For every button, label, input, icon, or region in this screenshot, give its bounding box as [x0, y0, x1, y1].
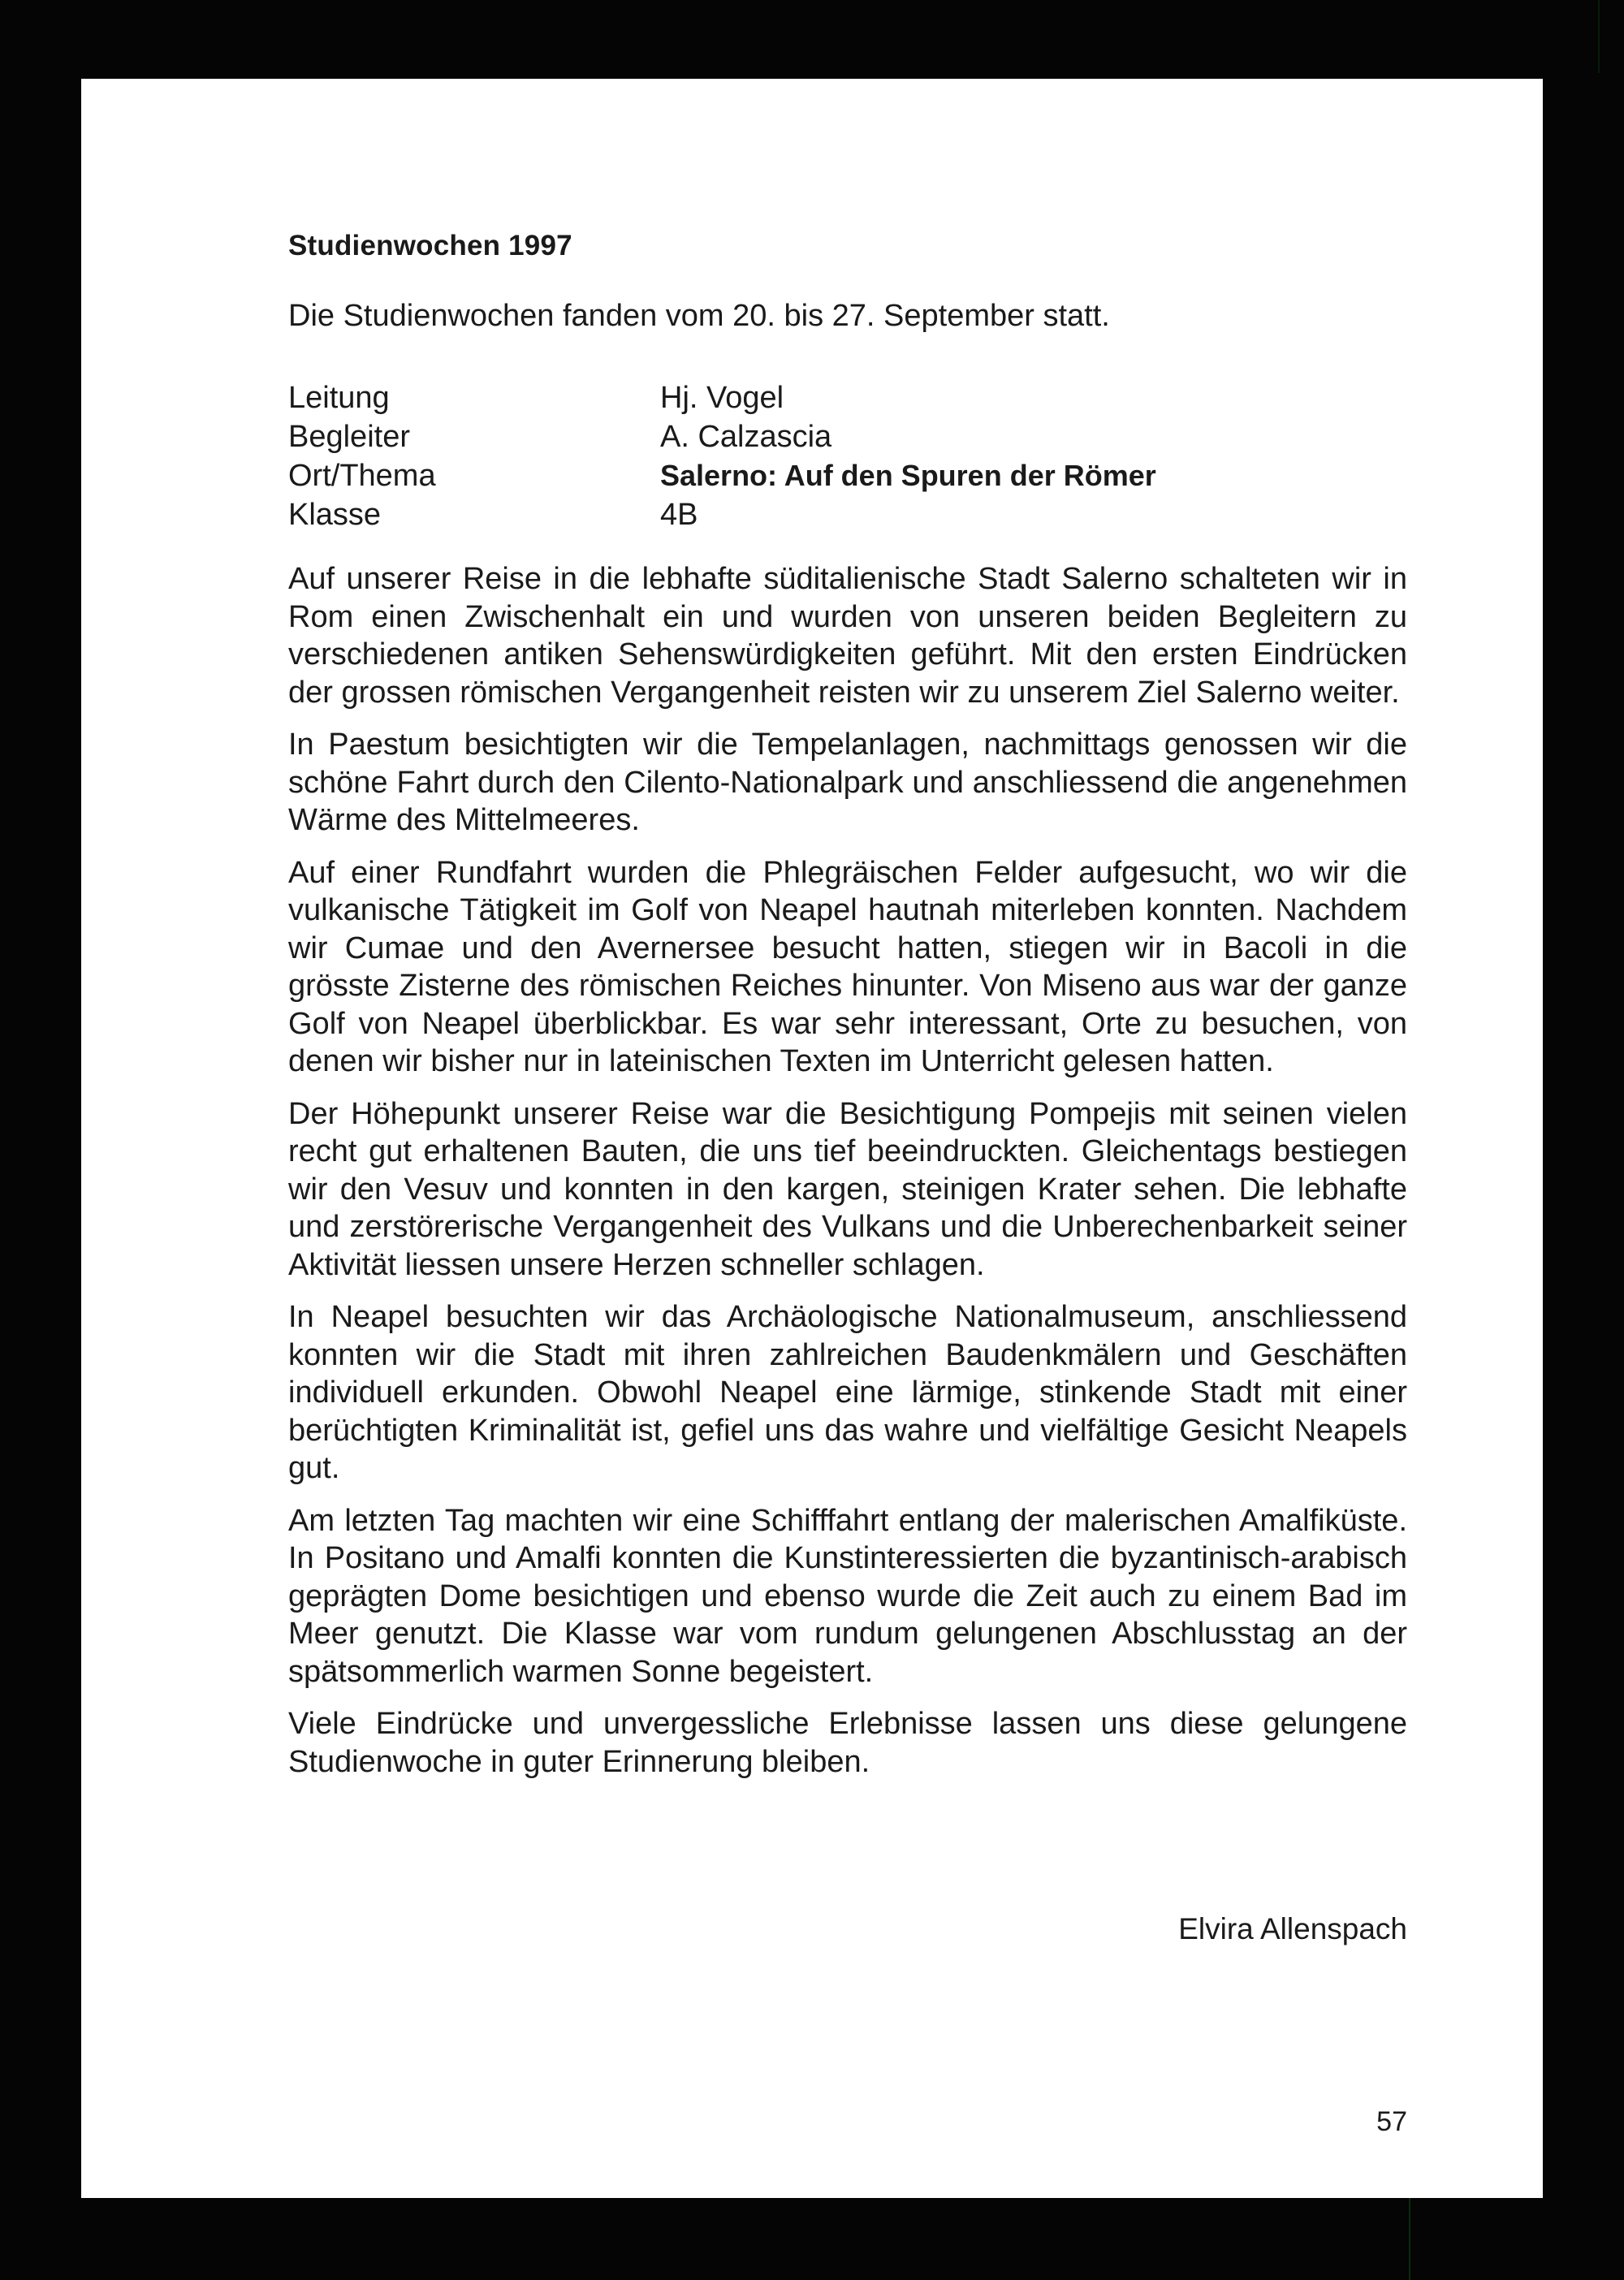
info-value: Hj. Vogel: [660, 381, 784, 415]
info-label: Klasse: [288, 498, 382, 532]
info-row-leitung: [288, 378, 1407, 417]
info-value-theme: Salerno: Auf den Spuren der Römer: [660, 459, 1156, 492]
info-label: Begleiter: [288, 420, 410, 454]
paragraph: In Paestum besichtigten wir die Tempelanlagen, nachmittags genossen wir die schöne Fahrt durch den Cilento-Nationalpark und anschliessend die angenehmen Wärme des Mittelmeeres.: [288, 728, 1407, 837]
page-title: Studienwochen 1997: [288, 230, 572, 261]
scan-artifact-line: [1598, 0, 1600, 73]
info-value: 4B: [660, 498, 698, 532]
page-number: 57: [1376, 2106, 1407, 2137]
intro-sentence: Die Studienwochen fanden vom 20. bis 27. September statt.: [288, 299, 1110, 333]
info-row-ort-thema: [288, 456, 1407, 495]
article-body: [288, 560, 1407, 1795]
info-row-klasse: [288, 495, 1407, 534]
info-label: Leitung: [288, 381, 390, 415]
author-signature: Elvira Allenspach: [1178, 1912, 1407, 1945]
paragraph: Der Höhepunkt unserer Reise war die Besichtigung Pompejis mit seinen vielen recht gut erhaltenen Bauten, die uns tief beeindruckten. Gleichentags bestiegen wir den Vesuv und konnten in den kargen, steinigen Krater sehen. Die lebhafte und zerstörerische Vergangenheit des Vulkans und die Unberechenbarkeit seiner Aktivität liessen unsere Herzen schneller schlagen.: [288, 1096, 1407, 1282]
paragraph: Am letzten Tag machten wir eine Schifffahrt entlang der malerischen Amalfiküste. In Positano und Amalfi konnten die Kunstinteressierten die byzantinisch-arabisch geprägten Dome besichtigen und ebenso wurde die Zeit auch zu einem Bad im Meer genutzt. Die Klasse war vom rundum gelungenen Abschlusstag an der spätsommerlich warmen Sonne begeistert.: [288, 1503, 1407, 1689]
scanned-page: [81, 79, 1543, 2198]
info-table: [288, 378, 1407, 534]
info-value: A. Calzascia: [660, 420, 832, 454]
paragraph: Viele Eindrücke und unvergessliche Erlebnisse lassen uns diese gelungene Studienwoche in guter Erinnerung bleiben.: [288, 1707, 1407, 1779]
scan-artifact-line: [1409, 2198, 1410, 2280]
paragraph: In Neapel besuchten wir das Archäologische Nationalmuseum, anschliessend konnten wir die Stadt mit ihren zahlreichen Baudenkmälern und Geschäften individuell erkunden. Obwohl Neapel eine lärmige, stinkende Stadt mit einer berüchtigten Kriminalität ist, gefiel uns das wahre und vielfältige Gesicht Neapels gut.: [288, 1300, 1407, 1485]
info-row-begleiter: [288, 417, 1407, 456]
info-label: Ort/Thema: [288, 459, 436, 493]
paragraph: Auf unserer Reise in die lebhafte süditalienische Stadt Salerno schalteten wir in Rom einen Zwischenhalt ein und wurden von unseren beiden Begleitern zu verschiedenen antiken Sehenswürdigkeiten geführt. Mit den ersten Eindrücken der grossen römischen Vergangenheit reisten wir zu unserem Ziel Salerno weiter.: [288, 562, 1407, 710]
paragraph: Auf einer Rundfahrt wurden die Phlegräischen Felder aufgesucht, wo wir die vulkanische Tätigkeit im Golf von Neapel hautnah miterleben konnten. Nachdem wir Cumae und den Avernersee besucht hatten, stiegen wir in Bacoli in die grösste Zisterne des römischen Reiches hinunter. Von Miseno aus war der ganze Golf von Neapel überblickbar. Es war sehr interessant, Orte zu besuchen, von denen wir bisher nur in lateinischen Texten im Unterricht gelesen hatten.: [288, 855, 1407, 1078]
